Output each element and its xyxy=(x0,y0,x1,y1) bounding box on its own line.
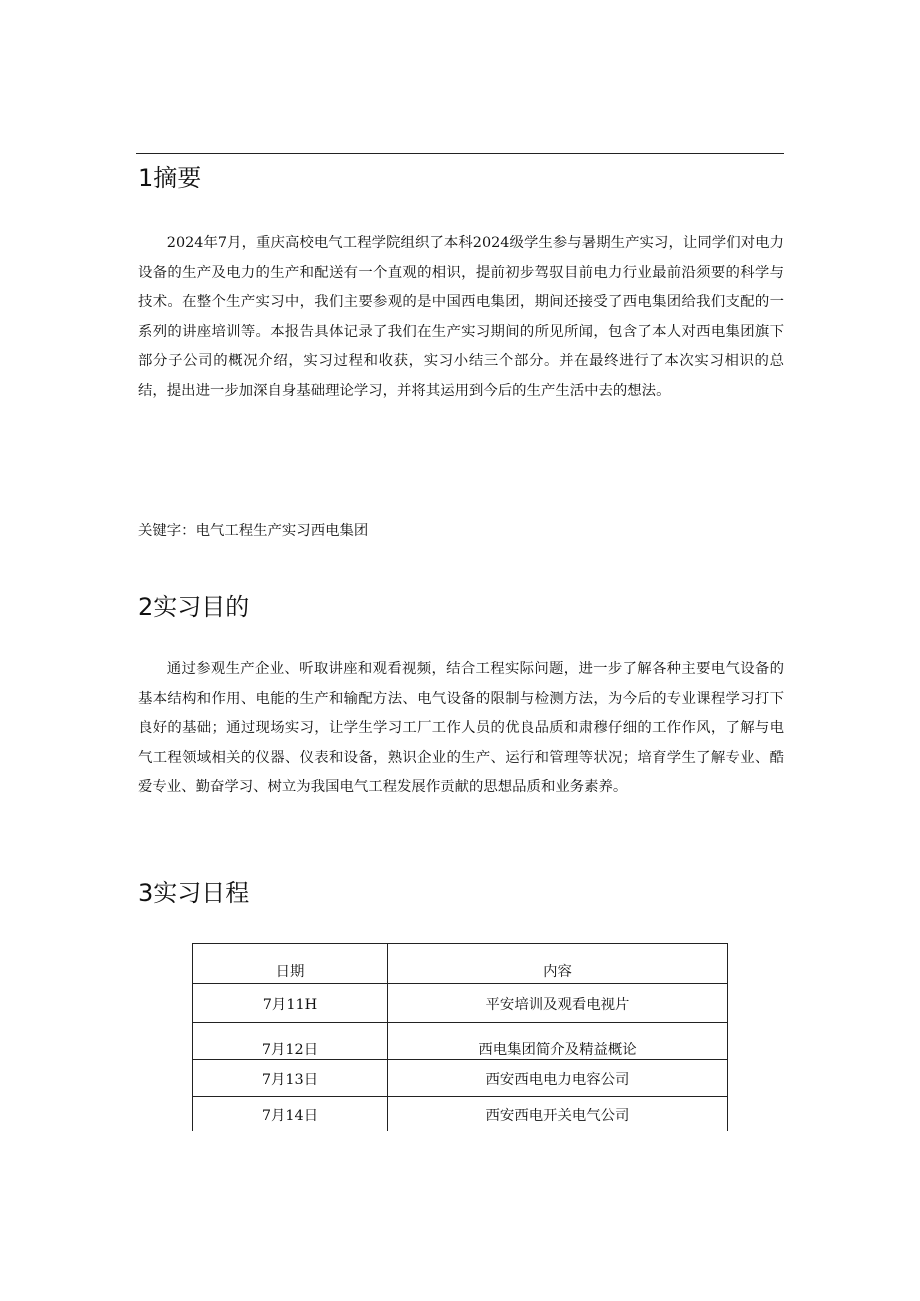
section-heading-abstract: 1摘要 xyxy=(138,164,202,192)
section-heading-purpose: 2实习目的 xyxy=(138,593,250,621)
table-header-row xyxy=(193,944,728,984)
cell-content: 西安西电电力电容公司 xyxy=(387,1060,727,1097)
purpose-paragraph: 通过参观生产企业、听取讲座和观看视频，结合工程实际问题，进一步了解各种主要电气设备的基本结构和作用、电能的生产和输配方法、电气设备的限制与检测方法，为今后的专业课程学习打下良好的基础；通过现场实习，让学生学习工厂工作人员的优良品质和肃穆仔细的工作作风，了解与电气工程领域相关的仪器、仪表和设备，熟识企业的生产、运行和管理等状况；培育学生了解专业、酷爱专业、勤奋学习、树立为我国电气工程发展作贡献的思想品质和业务素养。 xyxy=(138,661,784,795)
schedule-table xyxy=(192,943,728,1131)
header-rule xyxy=(136,153,784,154)
cell-date: 7月14日 xyxy=(193,1097,388,1132)
column-header-date: 日期 xyxy=(193,944,388,984)
table-row xyxy=(193,1097,728,1132)
cell-content: 西安西电开关电气公司 xyxy=(387,1097,727,1132)
table-row xyxy=(193,1060,728,1097)
table-row xyxy=(193,1023,728,1060)
cell-content: 平安培训及观看电视片 xyxy=(387,984,727,1023)
cell-date: 7月13日 xyxy=(193,1060,388,1097)
column-header-content: 内容 xyxy=(387,944,727,984)
cell-content: 西电集团简介及精益概论 xyxy=(387,1023,727,1060)
cell-date: 7月12日 xyxy=(193,1023,388,1060)
keywords-line: 关键字：电气工程生产实习西电集团 xyxy=(138,523,369,539)
cell-date: 7月11H xyxy=(193,984,388,1023)
abstract-paragraph: 2024年7月，重庆高校电气工程学院组织了本科2024级学生参与暑期生产实习，让同学们对电力设备的生产及电力的生产和配送有一个直观的相识，提前初步驾驭目前电力行业最前沿须要的科学与技术。在整个生产实习中，我们主要参观的是中国西电集团，期间还接受了西电集团给我们支配的一系列的讲座培训等。本报告具体记录了我们在生产实习期间的所见所闻，包含了本人对西电集团旗下部分子公司的概况介绍，实习过程和收获，实习小结三个部分。并在最终进行了本次实习相识的总结，提出进一步加深自身基础理论学习，并将其运用到今后的生产生活中去的想法。 xyxy=(138,235,784,399)
table-row xyxy=(193,984,728,1023)
section-heading-schedule: 3实习日程 xyxy=(138,879,250,907)
